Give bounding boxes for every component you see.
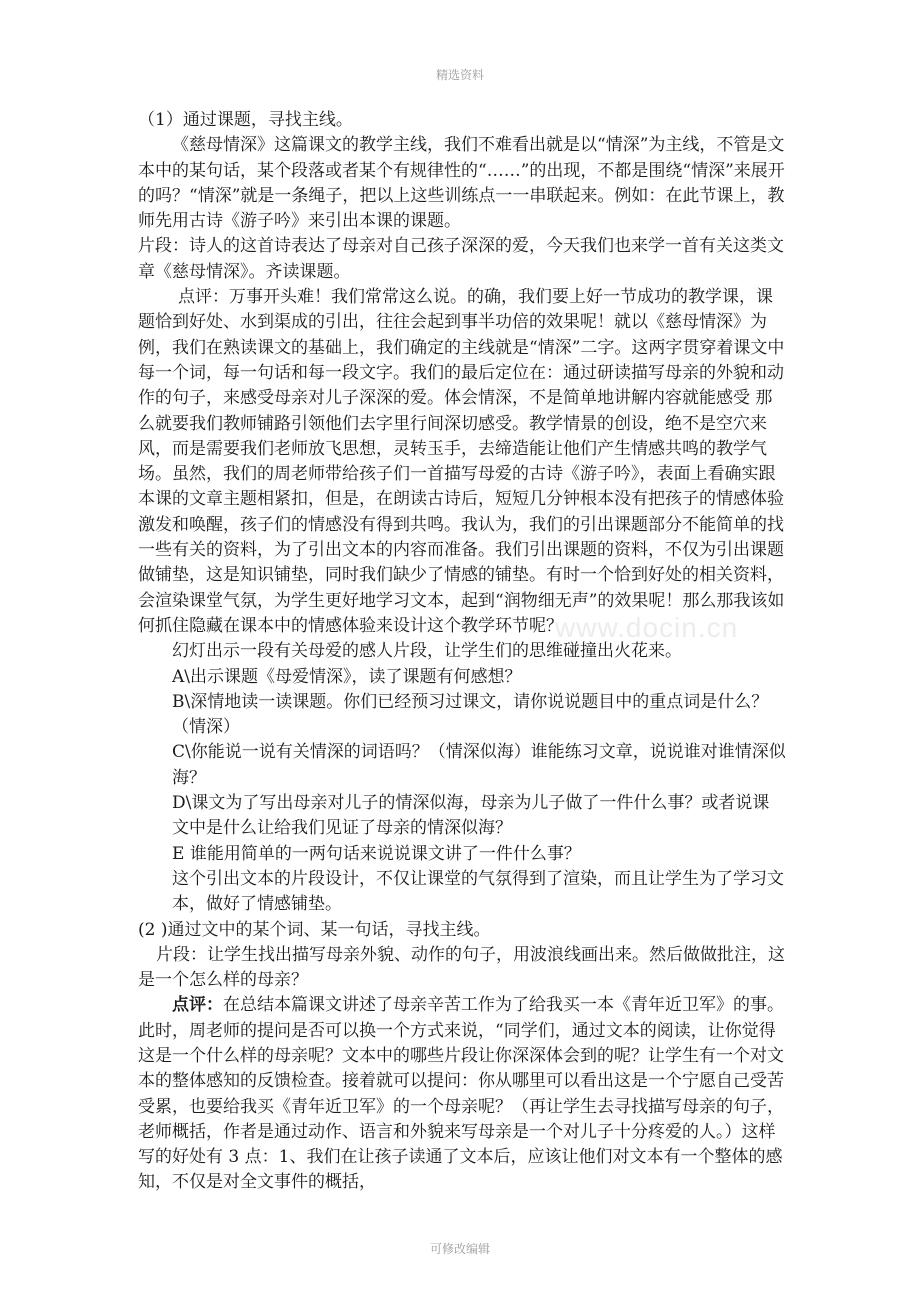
paragraph-comment-2 bbox=[138, 993, 786, 1195]
list-item-b: B\深情地读一读课题。你们已经预习过课文，请你说说题目中的重点词是什么？（情深） bbox=[172, 691, 769, 738]
list-item-c: C\你能说一说有关情深的词语吗？（情深似海）谁能练习文章，说说谁对谁情深似海？ bbox=[172, 742, 786, 788]
paragraph-fragment-2: 片段：让学生找出描写母亲外貌、动作的句子，用波浪线画出来。然后做做批注，这是一个怎么样的母亲？ bbox=[138, 944, 785, 991]
paragraph-comment-1: 点评：万事开头难！我们常常这么说。的确，我们要上好一节成功的教学课，课题恰到好处、水到渠成的引出，往往会起到事半功倍的效果呢！就以《慈母情深》为例，我们在熟读课文的基础上，我们确定的主线就是“情深”二字。这两字贯穿着课文中每一个词，每一句话和每一段文字。我们的最后定位在：通过研读描写母亲的外貌和动作的句子，来感受母亲对儿子深深的爱。体会情深，不是简单地讲解内容就能感受 那么就要我们教师铺路引领他们去字里行间深切感受。教学情景的创设，绝不是空穴来风，而是需要我们老师放飞思想，灵转玉手，去缔造能让他们产生情感共鸣的教学气场。虽然，我们的周老师带给孩子们一首描写母爱的古诗《游子吟》，表面上看确实跟本课的文章主题相紧扣，但是，在朗读古诗后，短短几分钟根本没有把孩子的情感体验激发和唤醒，孩子们的情感没有得到共鸣。我认为，我们的引出课题部分不能简单的找一些有关的资料，为了引出文本的内容而准备。我们引出课题的资料，不仅为引出课题做铺垫，这是知识铺垫，同时我们缺少了情感的铺垫。有时一个恰到好处的相关资料，会渲染课堂气氛，为学生更好地学习文本，起到“润物细无声”的效果呢！那么那我该如何抓住隐藏在课本中的情感体验来设计这个教学环节呢？ bbox=[138, 287, 785, 636]
paragraph-slide: 幻灯出示一段有关母爱的感人片段，让学生们的思维碰撞出火花来。 bbox=[172, 641, 682, 662]
comment-text: 在总结本篇课文讲述了母亲辛苦工作为了给我买一本《青年近卫军》的事。此时，周老师的提问是否可以换一个方式来说，“同学们，通过文本的阅读，让你觉得这是一个什么样的母亲呢？文本中的哪些片段让你深深体会到的呢？让学生有一个对文本的整体感知的反馈检查。接着就可以提问：你从哪里可以看出这是一个宁愿自己受苦受累，也要给我买《青年近卫军》的一个母亲呢？（再让学生去寻找描写母亲的句子，老师概括，作者是通过动作、语言和外貌来写母亲是一个对儿子十分疼爱的人。）这样写的好处有 3 点：1、我们在让孩子读通了文本后，应该让他们对文本有一个整体的感知，不仅是对全文事件的概括， bbox=[138, 995, 784, 1193]
watermark: www.docin.cn bbox=[555, 612, 739, 643]
comment-label: 点评： bbox=[172, 995, 223, 1016]
paragraph-summary: 这个引出文本的片段设计，不仅让课堂的气氛得到了渲染，而且让学生为了学习文本，做好了情感铺垫。 bbox=[172, 868, 784, 915]
page-footer: 可修改编辑 bbox=[429, 1242, 490, 1256]
list-item-a: A\出示课题《母爱情深》，读了课题有何感想？ bbox=[172, 666, 522, 687]
paragraph-fragment-1: 片段：诗人的这首诗表达了母亲对自己孩子深深的爱，今天我们也来学一首有关这类文章《慈母情深》。齐读课题。 bbox=[138, 236, 784, 282]
list-item-d: D\课文为了写出母亲对儿子的情深似海，母亲为儿子做了一件什么事？或者说课文中是什么让给我们见证了母亲的情深似海？ bbox=[172, 793, 770, 839]
document-body bbox=[138, 108, 786, 1196]
section-heading-2: (2 )通过文中的某个词、某一句话，寻找主线。 bbox=[138, 919, 491, 940]
list-item-e: E 谁能用简单的一两句话来说说课文讲了一件什么事？ bbox=[172, 843, 581, 864]
paragraph-intro: 《慈母情深》这篇课文的教学主线，我们不难看出就是以“情深”为主线，不管是文本中的某句话，某个段落或者某个有规律性的“……”的出现，不都是围绕“情深”来展开的吗？“情深”就是一条绳子，把以上这些训练点一一串联起来。例如：在此节课上，教师先用古诗《游子吟》来引出本课的课题。 bbox=[138, 135, 785, 232]
page-header: 精选资料 bbox=[435, 68, 484, 82]
section-heading-1: （1）通过课题，寻找主线。 bbox=[138, 110, 353, 130]
